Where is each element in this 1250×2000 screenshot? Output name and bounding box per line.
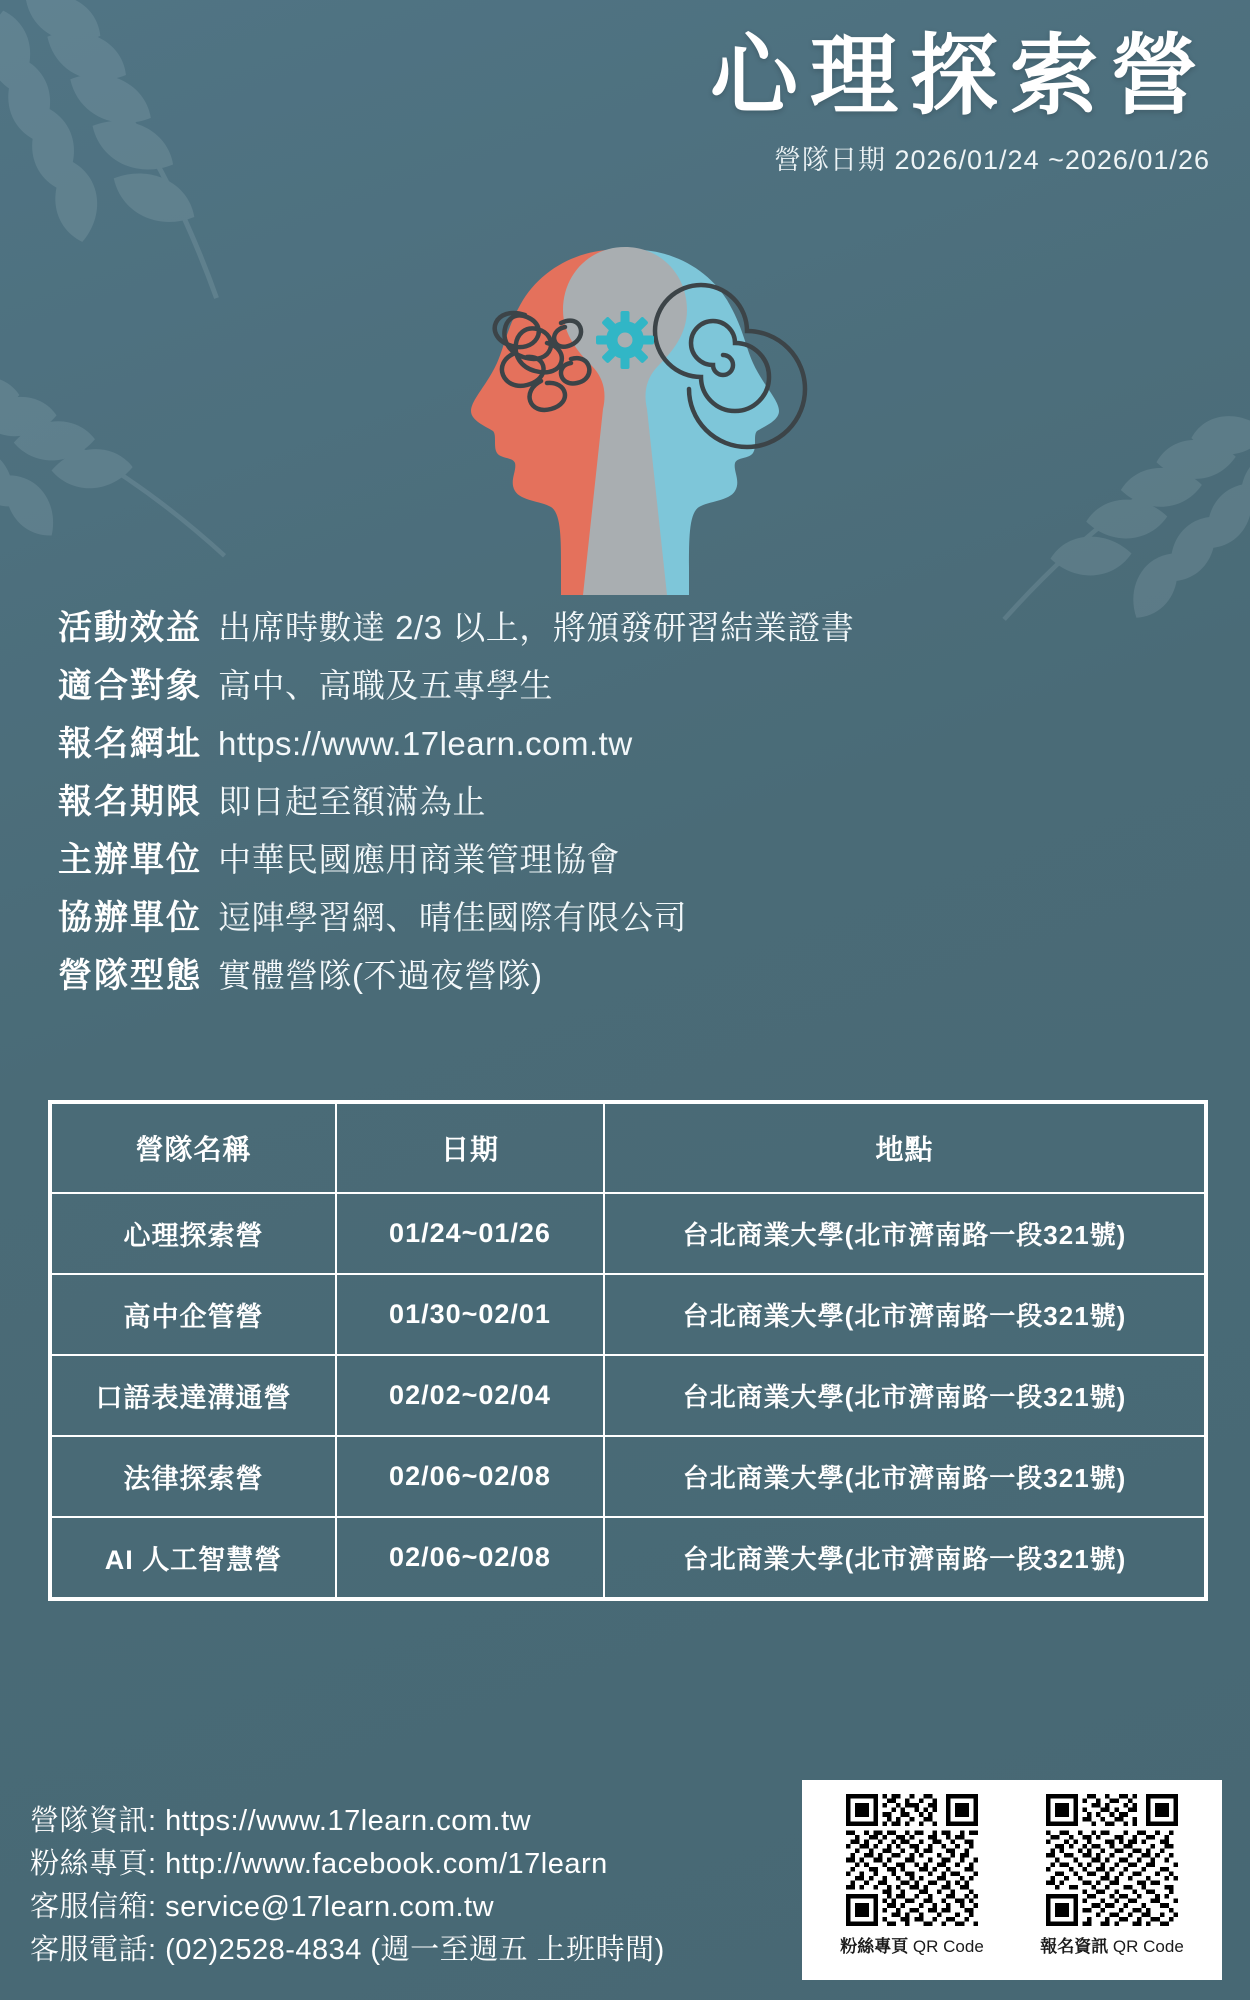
cell-camp-place: 台北商業大學(北市濟南路一段321號) [604, 1193, 1205, 1274]
info-value: 逗陣學習網、晴佳國際有限公司 [218, 899, 687, 936]
info-value: 即日起至額滿為止 [218, 783, 486, 820]
table-header-row [51, 1103, 1205, 1193]
info-value: 中華民國應用商業管理協會 [218, 841, 620, 878]
info-row-coorganizer [58, 890, 1198, 939]
cell-camp-date: 01/30~02/01 [336, 1274, 604, 1355]
cell-camp-date: 02/02~02/04 [336, 1355, 604, 1436]
signup-qr-code-image[interactable] [1046, 1794, 1178, 1926]
table-header-name: 營隊名稱 [51, 1103, 336, 1193]
info-label: 活動效益 [58, 609, 202, 647]
info-row-camp-type [58, 948, 1198, 997]
info-row-benefit [58, 600, 1198, 649]
cell-camp-name: 口語表達溝通營 [51, 1355, 336, 1436]
cell-camp-name: AI 人工智慧營 [51, 1517, 336, 1598]
camp-date-subtitle: 營隊日期 2026/01/24 ~2026/01/26 [773, 145, 1210, 176]
footer-facebook[interactable]: 粉絲專頁: http://www.facebook.com/17learn [30, 1848, 608, 1881]
camp-info-list [58, 600, 1198, 1006]
qr-item-fanpage [817, 1794, 1007, 1957]
info-label: 報名網址 [58, 725, 202, 763]
qr-item-signup [1017, 1794, 1207, 1957]
info-value: 出席時數達 2/3 以上，將頒發研習結業證書 [218, 609, 855, 646]
qr-caption-signup [1017, 1932, 1207, 1957]
footer-phone: 客服電話: (02)2528-4834 (週一至週五 上班時間) [30, 1934, 665, 1967]
info-row-audience [58, 658, 1198, 707]
cell-camp-name: 心理探索營 [51, 1193, 336, 1274]
info-label: 主辦單位 [58, 841, 202, 879]
footer-camp-info[interactable]: 營隊資訊: https://www.17learn.com.tw [30, 1805, 532, 1838]
info-value: 實體營隊(不過夜營隊) [218, 957, 543, 994]
qr-caption-fanpage [817, 1932, 1007, 1957]
info-label: 適合對象 [58, 667, 202, 705]
leaf-decoration-top-left [0, 0, 316, 346]
footer-contact-block [30, 1800, 790, 1972]
cell-camp-date: 02/06~02/08 [336, 1436, 604, 1517]
footer-email[interactable]: 客服信箱: service@17learn.com.tw [30, 1891, 495, 1924]
brain-heads-illustration [375, 195, 875, 595]
info-row-organizer [58, 832, 1198, 881]
table-row [51, 1355, 1205, 1436]
cell-camp-date: 01/24~01/26 [336, 1193, 604, 1274]
info-row-signup-url [58, 716, 1198, 765]
cell-camp-place: 台北商業大學(北市濟南路一段321號) [604, 1436, 1205, 1517]
table-row [51, 1517, 1205, 1598]
table-header-place: 地點 [604, 1103, 1205, 1193]
info-value-link[interactable]: https://www.17learn.com.tw [218, 725, 633, 762]
info-label: 協辦單位 [58, 899, 202, 937]
info-value: 高中、高職及五專學生 [218, 667, 553, 704]
qr-caption-bold: 報名資訊 [1040, 1937, 1109, 1956]
info-label: 報名期限 [58, 783, 202, 821]
info-label: 營隊型態 [58, 957, 202, 995]
poster-header [310, 26, 1210, 177]
cell-camp-place: 台北商業大學(北市濟南路一段321號) [604, 1355, 1205, 1436]
cell-camp-date: 02/06~02/08 [336, 1517, 604, 1598]
info-row-deadline [58, 774, 1198, 823]
table-header-date: 日期 [336, 1103, 604, 1193]
page-title: 心理探索營 [709, 26, 1210, 125]
cell-camp-name: 高中企管營 [51, 1274, 336, 1355]
camp-schedule-table [48, 1100, 1208, 1601]
qr-caption-rest: QR Code [908, 1937, 984, 1956]
fanpage-qr-code-image[interactable] [846, 1794, 978, 1926]
table-row [51, 1193, 1205, 1274]
table-row [51, 1436, 1205, 1517]
cell-camp-name: 法律探索營 [51, 1436, 336, 1517]
cell-camp-place: 台北商業大學(北市濟南路一段321號) [604, 1517, 1205, 1598]
table-row [51, 1274, 1205, 1355]
qr-code-block [802, 1780, 1222, 1980]
qr-caption-bold: 粉絲專頁 [840, 1937, 909, 1956]
qr-caption-rest: QR Code [1108, 1937, 1184, 1956]
cell-camp-place: 台北商業大學(北市濟南路一段321號) [604, 1274, 1205, 1355]
